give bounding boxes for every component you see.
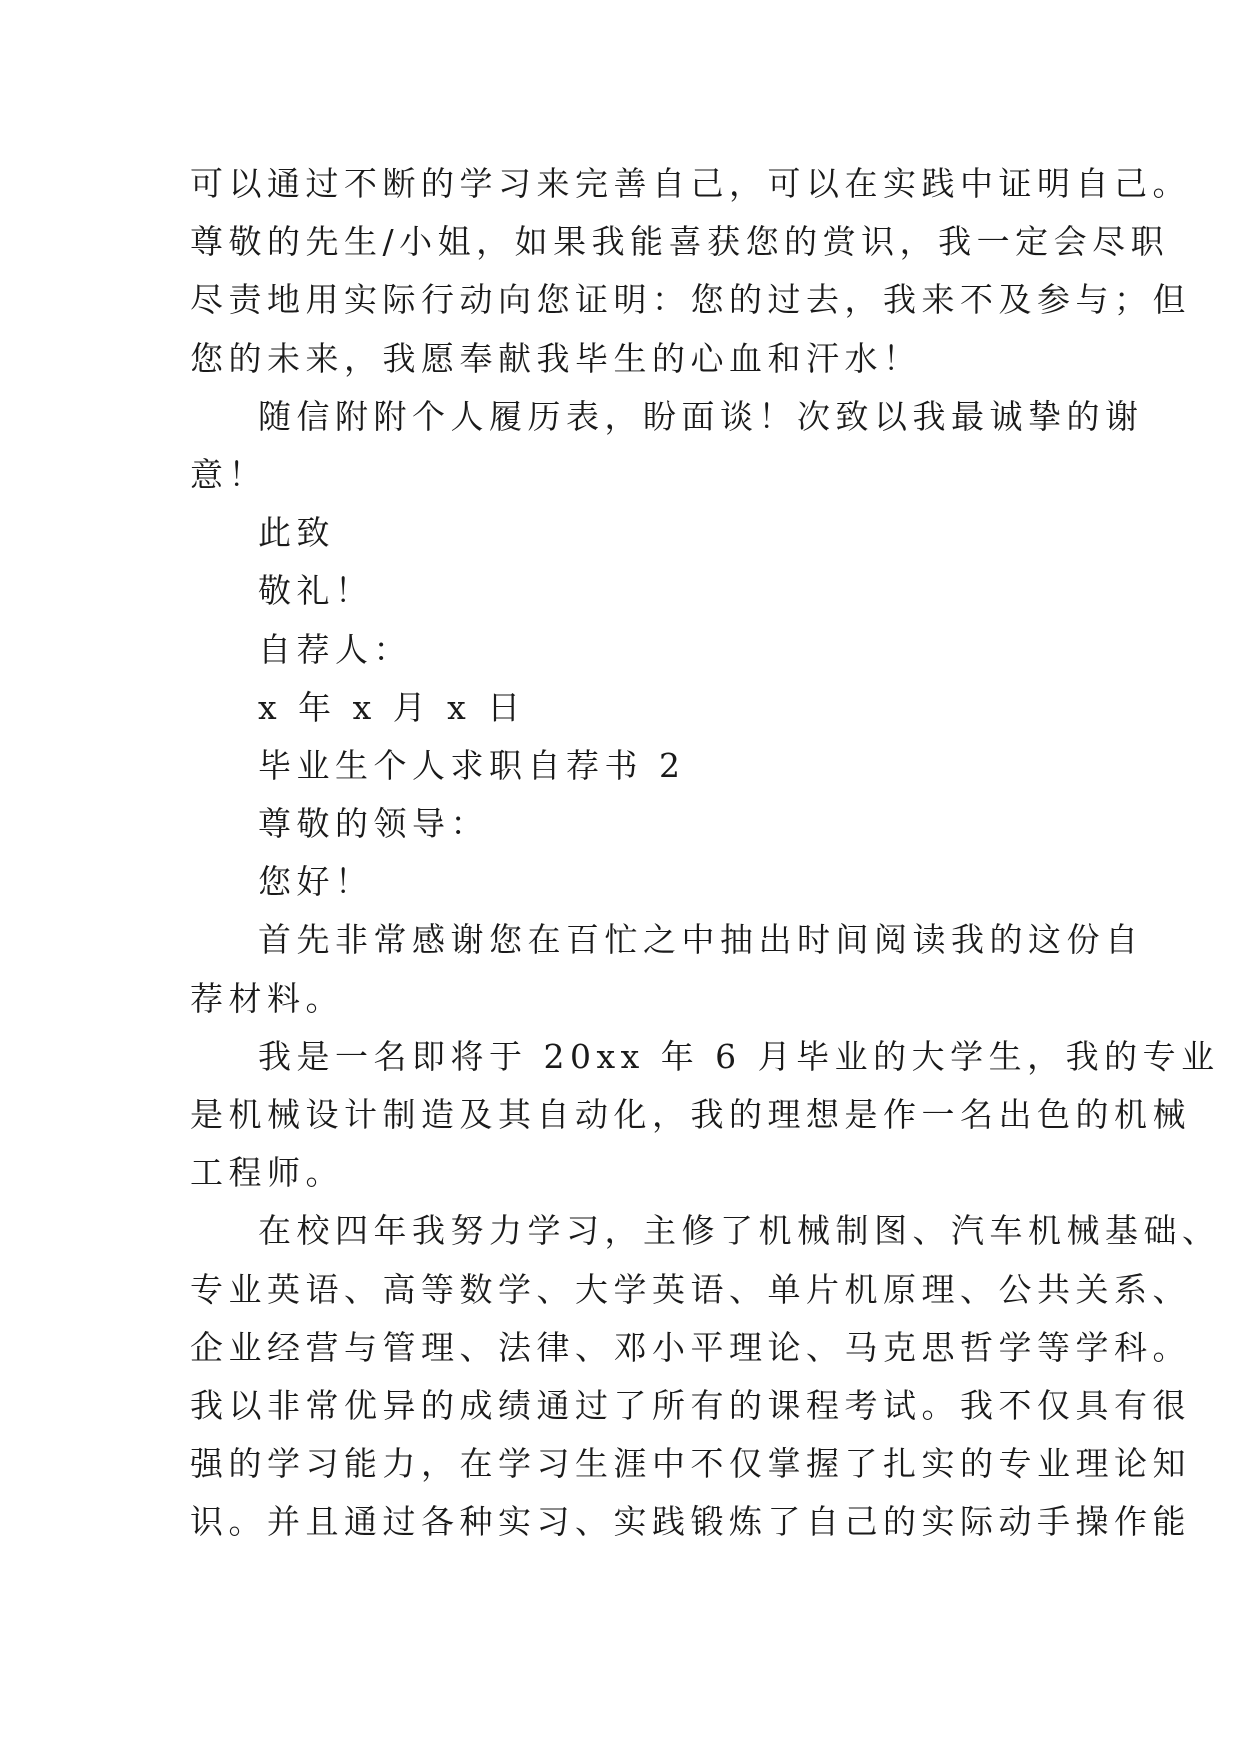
text-line: 尊敬的先生/小姐，如果我能喜获您的赏识，我一定会尽职	[190, 222, 1170, 262]
greeting-line: 您好！	[258, 862, 374, 902]
text-line: 专业英语、高等数学、大学英语、单片机原理、公共关系、	[190, 1269, 1191, 1309]
closing-line: 敬礼！	[258, 571, 374, 611]
text-line: 我以非常优异的成绩通过了所有的课程考试。我不仅具有很	[190, 1385, 1191, 1425]
text-line: 企业经营与管理、法律、邓小平理论、马克思哲学等学科。	[190, 1327, 1191, 1367]
salutation-line: 尊敬的领导：	[258, 804, 489, 844]
text-line: 识。并且通过各种实习、实践锻炼了自己的实际动手操作能	[190, 1502, 1191, 1542]
text-line: 我是一名即将于 20xx 年 6 月毕业的大学生，我的专业	[258, 1036, 1220, 1076]
document-page	[190, 155, 1221, 1552]
text-line: 强的学习能力，在学习生涯中不仅掌握了扎实的专业理论知	[190, 1444, 1191, 1484]
signature-line: 自荐人：	[258, 629, 412, 669]
text-line: 您的未来，我愿奉献我毕生的心血和汗水！	[190, 338, 922, 378]
section-title: 毕业生个人求职自荐书 2	[258, 745, 686, 785]
text-line: 首先非常感谢您在百忙之中抽出时间阅读我的这份自	[258, 920, 1144, 960]
text-line: 随信附附个人履历表，盼面谈！次致以我最诚挚的谢	[258, 396, 1144, 436]
text-line: 是机械设计制造及其自动化，我的理想是作一名出色的机械	[190, 1095, 1191, 1134]
text-line: 意！	[190, 454, 267, 494]
text-line: 在校四年我努力学习，主修了机械制图、汽车机械基础、	[258, 1211, 1221, 1251]
text-line: 荐材料。	[190, 978, 344, 1018]
closing-line: 此致	[258, 513, 335, 553]
date-line: x 年 x 月 x 日	[258, 687, 526, 727]
text-line: 工程师。	[190, 1153, 344, 1193]
text-line: 可以通过不断的学习来完善自己，可以在实践中证明自己。	[190, 164, 1191, 203]
text-line: 尽责地用实际行动向您证明：您的过去，我来不及参与；但	[190, 280, 1191, 320]
